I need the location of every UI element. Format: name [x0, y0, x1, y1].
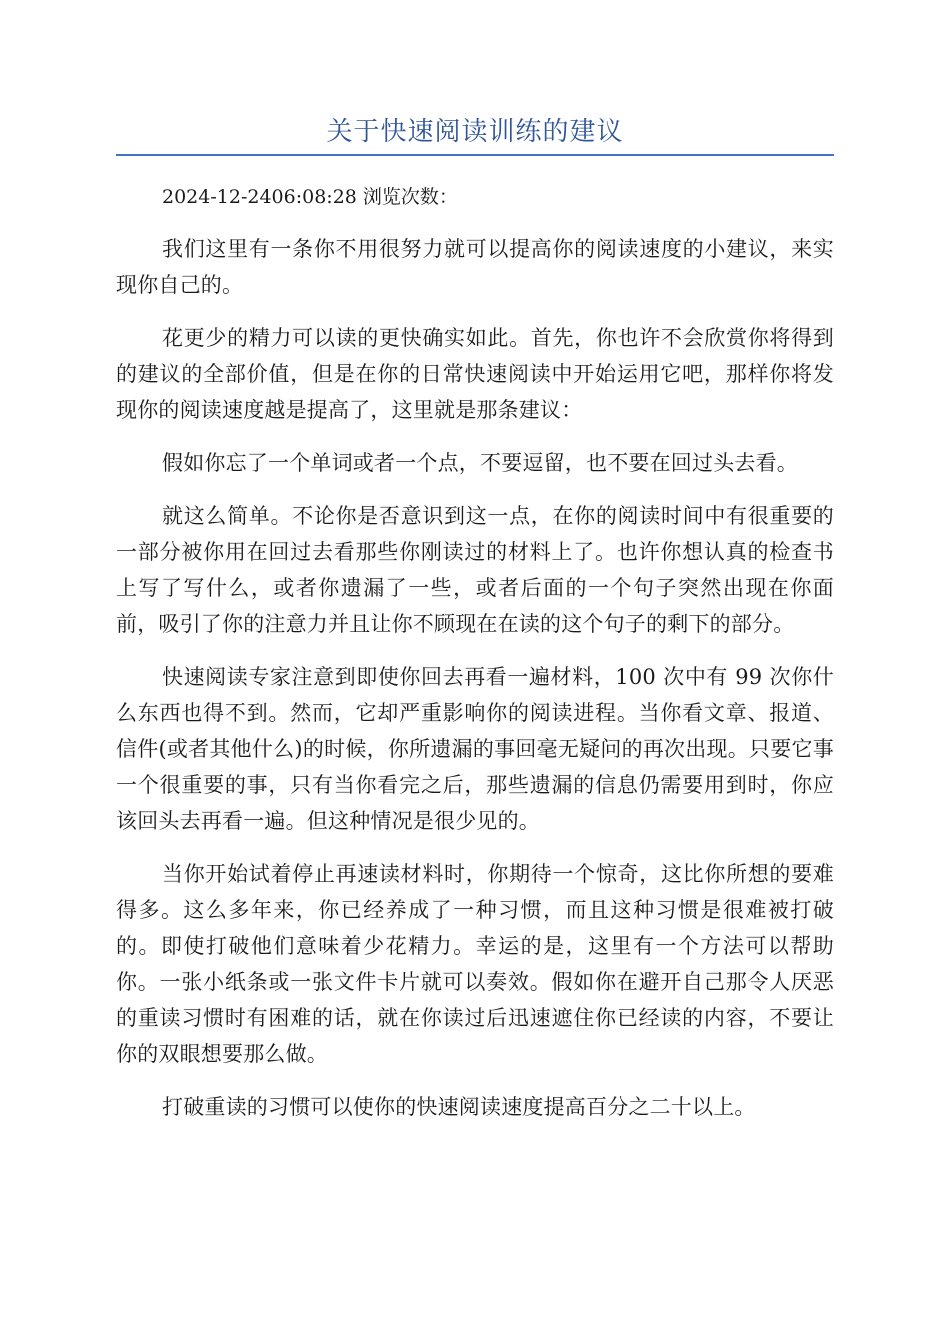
- paragraph-1: 我们这里有一条你不用很努力就可以提高你的阅读速度的小建议，来实现你自己的。: [116, 237, 834, 297]
- paragraph-7: 打破重读的习惯可以使你的快速阅读速度提高百分之二十以上。: [162, 1095, 756, 1119]
- paragraph-5: 快速阅读专家注意到即使你回去再看一遍材料，100 次中有 99 次你什么东西也得不到。然而，它却严重影响你的阅读进程。当你看文章、报道、信件(或者其他什么)的时候，你所遗漏的事回毫无疑问的再次出现。只要它事一个很重要的事，只有当你看完之后，那些遗漏的信息仍需要用到时，你应该回头去再看一遍。但这种情况是很少见的。: [116, 665, 834, 833]
- title-underline: [116, 154, 834, 156]
- paragraph-4: 就这么简单。不论你是否意识到这一点，在你的阅读时间中有很重要的一部分被你用在回过去看那些你刚读过的材料上了。也许你想认真的检查书上写了写什么，或者你遗漏了一些，或者后面的一个句子突然出现在你面前，吸引了你的注意力并且让你不顾现在在读的这个句子的剩下的部分。: [116, 504, 834, 636]
- document-meta: 2024-12-2406:08:28 浏览次数：: [162, 186, 458, 208]
- paragraph-2: 花更少的精力可以读的更快确实如此。首先，你也许不会欣赏你将得到的建议的全部价值，但是在你的日常快速阅读中开始运用它吧，那样你将发现你的阅读速度越是提高了，这里就是那条建议：: [116, 326, 834, 422]
- paragraph-6: 当你开始试着停止再速读材料时，你期待一个惊奇，这比你所想的要难得多。这么多年来，你已经养成了一种习惯，而且这种习惯是很难被打破的。即使打破他们意味着少花精力。幸运的是，这里有一个方法可以帮助你。一张小纸条或一张文件卡片就可以奏效。假如你在避开自己那令人厌恶的重读习惯时有困难的话，就在你读过后迅速遮住你已经读的内容，不要让你的双眼想要那么做。: [116, 862, 834, 1066]
- document-page: [116, 0, 834, 1344]
- document-title: 关于快速阅读训练的建议: [326, 117, 624, 147]
- paragraph-3: 假如你忘了一个单词或者一个点，不要逗留，也不要在回过头去看。: [162, 451, 798, 475]
